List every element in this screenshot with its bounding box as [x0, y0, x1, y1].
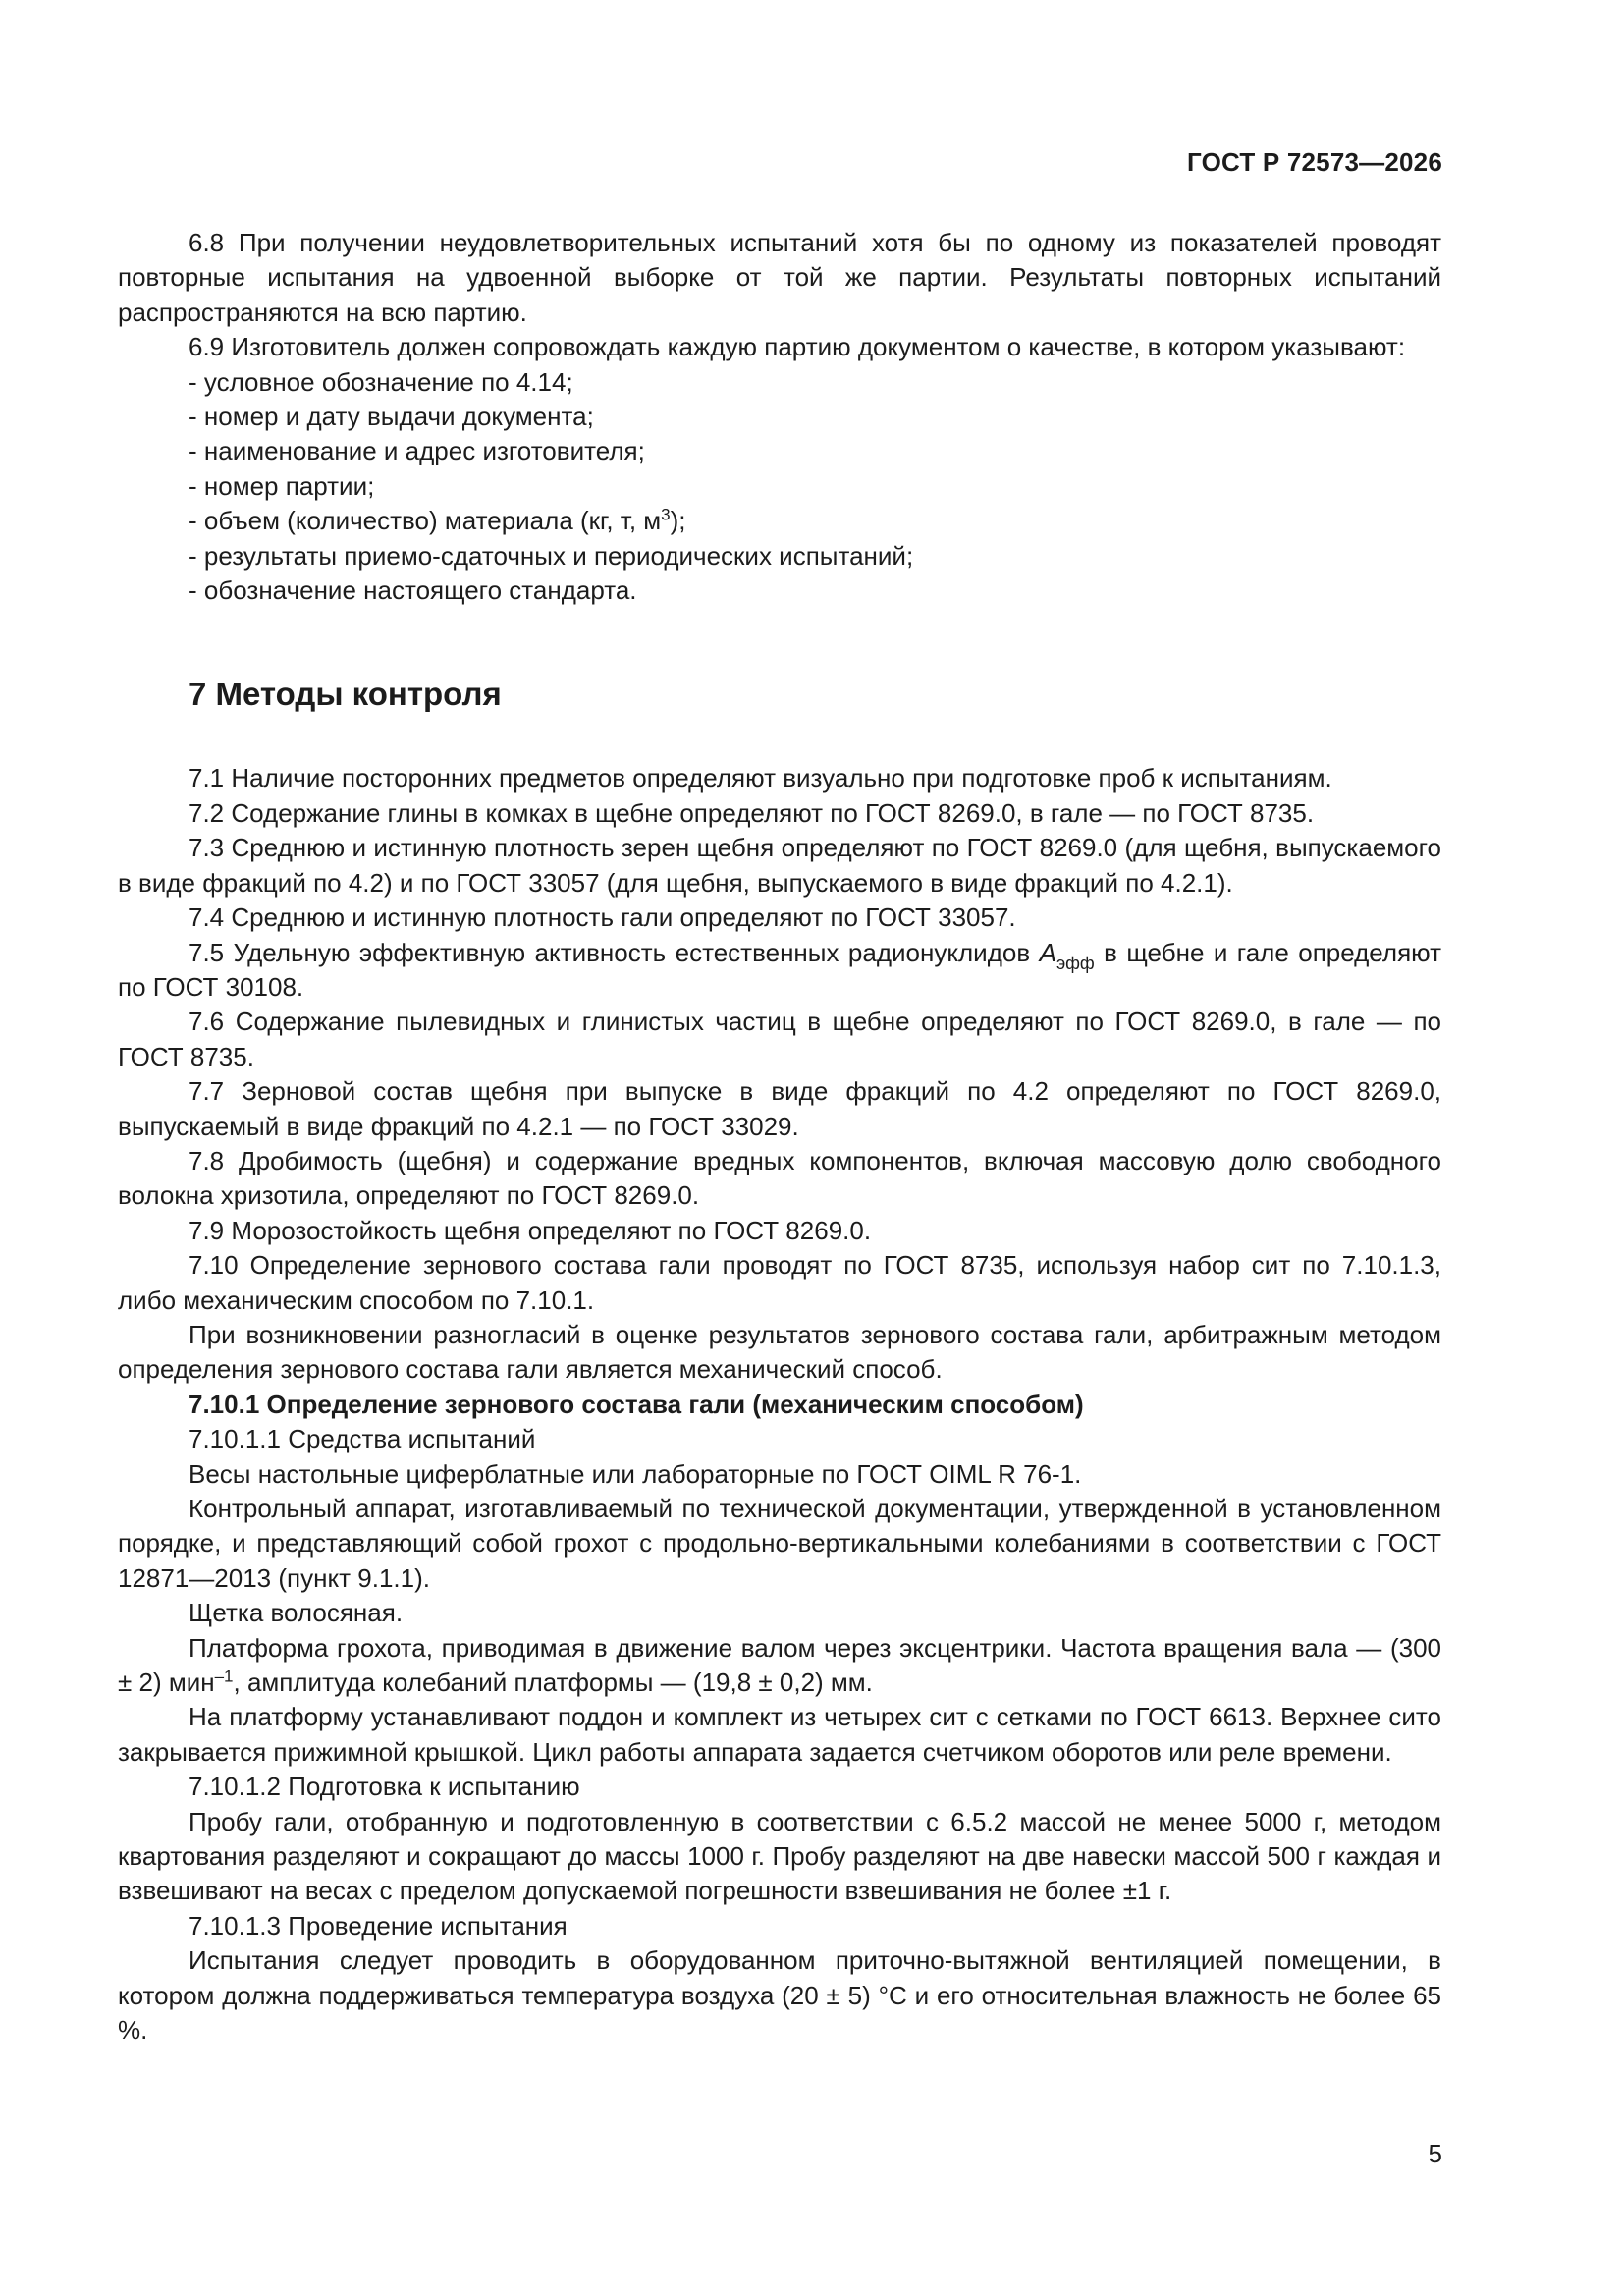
paragraph-7-5-start: 7.5 Удельную эффективную активность естественных радионуклидов	[189, 937, 1040, 967]
paragraph-platform-end: , амплитуда колебаний платформы — (19,8 ± 0,2) мм.	[233, 1667, 873, 1698]
superscript-minus-one: –1	[214, 1667, 234, 1686]
quality-document-list	[118, 365, 1441, 609]
paragraph-7-6: 7.6 Содержание пылевидных и глинистых частиц в щебне определяют по ГОСТ 8269.0, в гале — по ГОСТ 8735.	[118, 1007, 1441, 1071]
list-item: - обозначение настоящего стандарта.	[189, 575, 637, 606]
paragraph-scales: Весы настольные циферблатные или лабораторные по ГОСТ OIML R 76-1.	[189, 1458, 1082, 1489]
paragraph-6-9: 6.9 Изготовитель должен сопровождать каждую партию документом о качестве, в котором указывают:	[189, 332, 1406, 362]
paragraph-platform	[118, 1631, 1441, 1701]
paragraph-7-4: 7.4 Среднюю и истинную плотность гали определяют по ГОСТ 33057.	[189, 902, 1016, 933]
clause-title-7-10-1-1: 7.10.1.1 Средства испытаний	[189, 1424, 536, 1454]
clause-title-7-10-1-2: 7.10.1.2 Подготовка к испытанию	[189, 1772, 580, 1802]
activity-variable: A	[1039, 937, 1056, 967]
paragraph-test-conditions: Испытания следует проводить в оборудованном приточно-вытяжной вентиляцией помещении, в котором должна поддерживаться температура воздуха (20 ± 5) °С и его относительная влажность не более 65 %.	[118, 1945, 1441, 2046]
list-item: - условное обозначение по 4.14;	[189, 366, 573, 397]
paragraph-preparation: Пробу гали, отобранную и подготовленную в соответствии с 6.5.2 массой не менее 5000 г, методом квартования разделяют и сокращают до массы 1000 г. Пробу разделяют на две навески массой 500 г каждая и взвешивают на весах с пределом допускаемой погрешности взвешивания не более ±1 г.	[118, 1806, 1441, 1906]
paragraph-7-9: 7.9 Морозостойкость щебня определяют по ГОСТ 8269.0.	[189, 1215, 872, 1245]
list-item-tail: );	[670, 506, 686, 536]
list-item: - наименование и адрес изготовителя;	[189, 436, 645, 466]
paragraph-7-7: 7.7 Зерновой состав щебня при выпуске в виде фракций по 4.2 определяют по ГОСТ 8269.0, выпускаемый в виде фракций по 4.2.1 — по ГОСТ 33029.	[118, 1076, 1441, 1141]
paragraph-7-10: 7.10 Определение зернового состава гали проводят по ГОСТ 8735, используя набор сит по 7.10.1.3, либо механическим способом по 7.10.1.	[118, 1250, 1441, 1315]
paragraph-sieves: На платформу устанавливают поддон и комплект из четырех сит с сетками по ГОСТ 6613. Верхнее сито закрывается прижимной крышкой. Цикл работы аппарата задается счетчиком оборотов или реле времени.	[118, 1702, 1441, 1767]
paragraph-7-5-end: в щебне и гале определяют по ГОСТ 30108.	[118, 937, 1441, 1002]
section-spacer	[118, 716, 1441, 761]
paragraph-7-2: 7.2 Содержание глины в комках в щебне определяют по ГОСТ 8269.0, в гале — по ГОСТ 8735.	[189, 797, 1315, 828]
paragraph-6-8: 6.8 При получении неудовлетворительных испытаний хотя бы по одному из показателей проводят повторные испытания на удвоенной выборке от той же партии. Результаты повторных испытаний распространяются на всю партию.	[118, 228, 1441, 327]
document-header-id: ГОСТ Р 72573—2026	[1187, 147, 1442, 177]
paragraph-7-5	[118, 936, 1441, 1006]
paragraph-brush: Щетка волосяная.	[189, 1598, 404, 1628]
document-body	[118, 226, 1441, 2049]
page-number: 5	[1428, 2139, 1442, 2168]
paragraph-platform-start: Платформа грохота, приводимая в движение валом через эксцентрики. Частота вращения вала — (300 ± 2) мин	[118, 1632, 1441, 1698]
activity-subscript: эфф	[1055, 953, 1095, 973]
paragraph-7-10-arbitration: При возникновении разногласий в оценке результатов зернового состава гали, арбитражным методом определения зернового состава гали является механический способ.	[118, 1319, 1441, 1385]
superscript-cubic: 3	[661, 505, 671, 524]
list-item	[118, 504, 1441, 538]
section-title-7: 7 Методы контроля	[189, 676, 502, 713]
list-item: - номер и дату выдачи документа;	[189, 402, 594, 432]
list-item: - результаты приемо-сдаточных и периодических испытаний;	[189, 540, 914, 571]
clause-title-7-10-1-3: 7.10.1.3 Проведение испытания	[189, 1910, 568, 1941]
paragraph-7-8: 7.8 Дробимость (щебня) и содержание вредных компонентов, включая массовую долю свободного волокна хризотила, определяют по ГОСТ 8269.0.	[118, 1145, 1441, 1211]
paragraph-7-1: 7.1 Наличие посторонних предметов определяют визуально при подготовке проб к испытаниям.	[189, 763, 1332, 793]
paragraph-apparatus: Контрольный аппарат, изготавливаемый по технической документации, утвержденной в установленном порядке, и представляющий собой грохот с продольно-вертикальными колебаниями в соответствии с ГОСТ 12871—2013 (пункт 9.1.1).	[118, 1494, 1441, 1593]
paragraph-7-3: 7.3 Среднюю и истинную плотность зерен щебня определяют по ГОСТ 8269.0 (для щебня, выпускаемого в виде фракций по 4.2) и по ГОСТ 33057 (для щебня, выпускаемого в виде фракций по 4.2.1).	[118, 833, 1441, 898]
list-item: - номер партии;	[189, 470, 375, 501]
subsection-title-7-10-1: 7.10.1 Определение зернового состава гали (механическим способом)	[189, 1389, 1084, 1419]
list-item-text: - объем (количество) материала (кг, т, м	[189, 506, 662, 536]
